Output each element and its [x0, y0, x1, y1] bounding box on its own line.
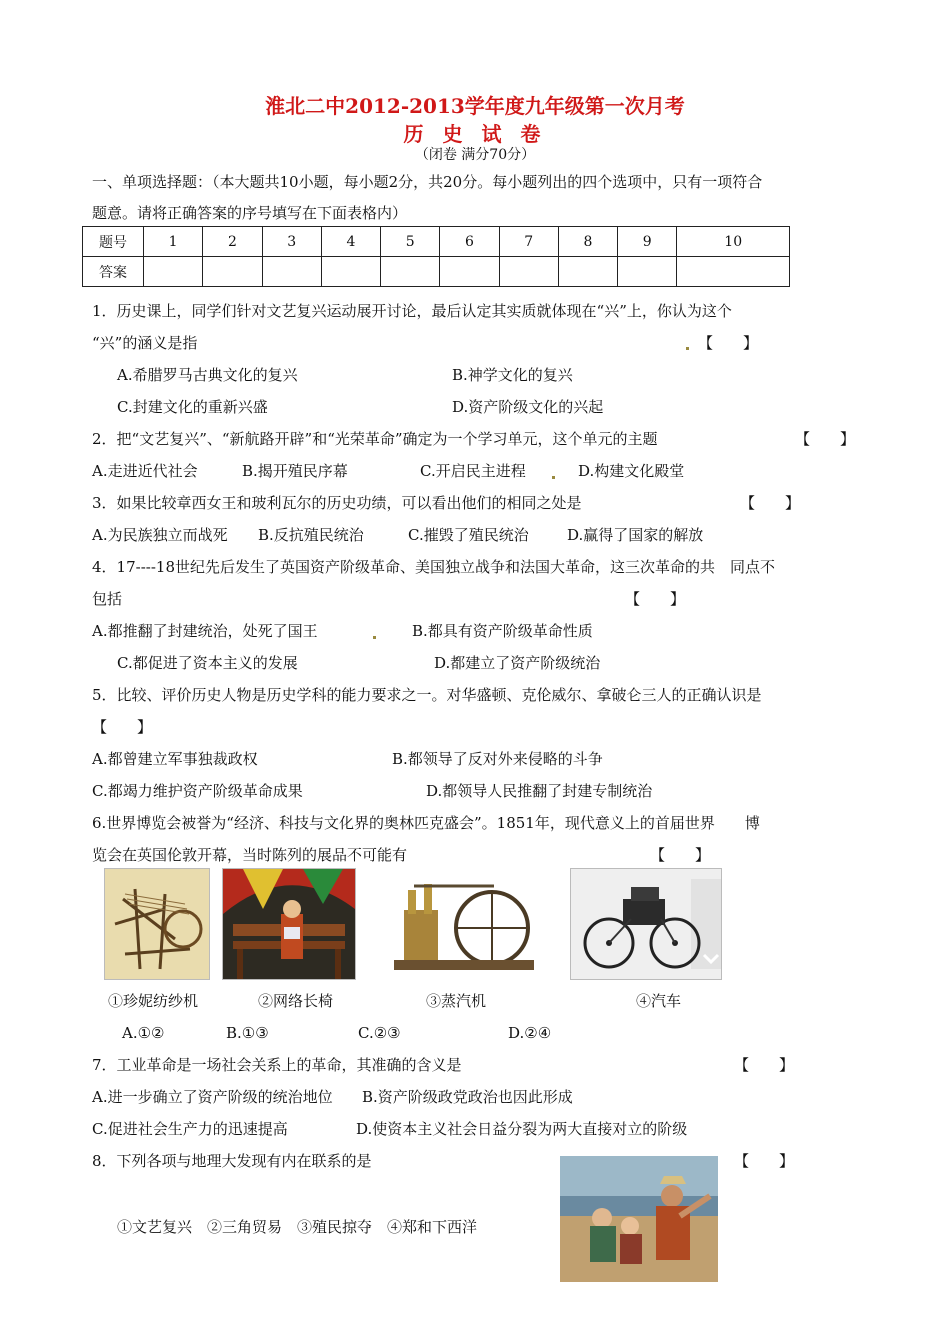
q3-option-b: B.反抗殖民统治 [258, 526, 364, 544]
q6-caption-4: ④汽车 [636, 992, 682, 1010]
q1-option-c: C.封建文化的重新兴盛 [117, 398, 268, 416]
q4-option-b: B.都具有资产阶级革命性质 [412, 622, 593, 640]
q4-stem-line2: 包括 [92, 590, 123, 608]
q8-bracket: 【 】 [734, 1152, 795, 1170]
exam-note: （闭卷 满分70分） [414, 147, 536, 163]
automobile-image [570, 868, 722, 980]
q6-caption-1: ①珍妮纺纱机 [108, 992, 199, 1010]
q6-stem-line1: 6.世界博览会被誉为“经济、科技与文化界的奥林匹克盛会”。1851年，现代意义上的首届世界 博 [92, 814, 760, 832]
answer-cell[interactable] [262, 257, 321, 287]
q4-bracket: 【 】 [625, 590, 686, 608]
q6-bracket: 【 】 [650, 846, 711, 864]
q5-option-d: D.都领导人民推翻了封建专制统治 [426, 782, 653, 800]
q7-option-a: A.进一步确立了资产阶级的统治地位 [92, 1088, 333, 1106]
q4-stem-line1: 4．17----18世纪先后发生了英国资产阶级革命、美国独立战争和法国大革命，这三次革命的共 同点不 [92, 558, 775, 576]
table-cell: 2 [203, 227, 262, 257]
q7-option-d: D.使资本主义社会日益分裂为两大直接对立的阶级 [356, 1120, 688, 1138]
q5-stem: 5．比较、评价历史人物是历史学科的能力要求之一。对华盛顿、克伦威尔、拿破仑三人的正确认识是 [92, 686, 762, 704]
row-label-answer: 答案 [83, 257, 144, 287]
exam-title: 淮北二中2012-2013学年度九年级第一次月考 [265, 94, 685, 118]
q1-stem-line2: “兴”的涵义是指 [92, 334, 198, 352]
table-cell: 5 [381, 227, 440, 257]
answer-cell[interactable] [381, 257, 440, 287]
table-row [83, 227, 790, 257]
q4-option-c: C.都促进了资本主义的发展 [117, 654, 298, 672]
q2-option-c: C.开启民主进程 [420, 462, 526, 480]
spinning-jenny-image [104, 868, 210, 980]
q7-bracket: 【 】 [734, 1056, 795, 1074]
q3-option-c: C.摧毁了殖民统治 [408, 526, 529, 544]
q4-option-d: D.都建立了资产阶级统治 [434, 654, 601, 672]
section-intro-line2: 题意。请将正确答案的序号填写在下面表格内） [92, 204, 408, 222]
table-cell: 4 [321, 227, 380, 257]
q6-option-b: B.①③ [226, 1024, 269, 1042]
q2-stem: 2．把“文艺复兴”、“新航路开辟”和“光荣革命”确定为一个学习单元，这个单元的主题 [92, 430, 658, 448]
q1-option-b: B.神学文化的复兴 [452, 366, 573, 384]
answer-cell[interactable] [677, 257, 790, 287]
q5-option-b: B.都领导了反对外来侵略的斗争 [392, 750, 603, 768]
answer-cell[interactable] [203, 257, 262, 287]
table-cell: 3 [262, 227, 321, 257]
q7-stem: 7．工业革命是一场社会关系上的革命，其准确的含义是 [92, 1056, 462, 1074]
steam-engine-image [384, 870, 544, 978]
q5-bracket: 【 】 [92, 718, 153, 736]
q3-stem: 3．如果比较章西女王和玻利瓦尔的历史功绩，可以看出他们的相同之处是 [92, 494, 582, 512]
row-label-number: 题号 [83, 227, 144, 257]
table-cell: 8 [558, 227, 617, 257]
table-cell: 6 [440, 227, 499, 257]
answer-cell[interactable] [558, 257, 617, 287]
answer-cell[interactable] [618, 257, 677, 287]
q6-option-d: D.②④ [508, 1024, 552, 1042]
q1-stem-line1: 1．历史课上，同学们针对文艺复兴运动展开讨论，最后认定其实质就体现在“兴”上，你认为这个 [92, 302, 732, 320]
q8-items: ①文艺复兴 ②三角贸易 ③殖民掠夺 ④郑和下西洋 [117, 1218, 478, 1236]
answer-cell[interactable] [440, 257, 499, 287]
table-cell: 10 [677, 227, 790, 257]
q8-stem: 8．下列各项与地理大发现有内在联系的是 [92, 1152, 372, 1170]
q3-option-a: A.为民族独立而战死 [92, 526, 228, 544]
q5-option-a: A.都曾建立军事独裁政权 [92, 750, 258, 768]
q6-option-a: A.①② [122, 1024, 165, 1042]
q7-option-c: C.促进社会生产力的迅速提高 [92, 1120, 288, 1138]
q2-bracket: 【 】 [795, 430, 856, 448]
q3-option-d: D.赢得了国家的解放 [567, 526, 704, 544]
table-cell: 7 [499, 227, 558, 257]
exam-subject: 历 史 试 卷 [403, 122, 547, 146]
q7-option-b: B.资产阶级政党政治也因此形成 [362, 1088, 573, 1106]
painting-image [560, 1156, 718, 1282]
answer-table [82, 226, 790, 287]
network-bench-image [222, 868, 356, 980]
q1-bracket: 【 】 [698, 334, 759, 352]
table-cell: 1 [144, 227, 203, 257]
answer-cell[interactable] [144, 257, 203, 287]
q2-option-d: D.构建文化殿堂 [578, 462, 685, 480]
q6-option-c: C.②③ [358, 1024, 401, 1042]
q1-option-a: A.希腊罗马古典文化的复兴 [117, 366, 298, 384]
q6-caption-3: ③蒸汽机 [426, 992, 487, 1010]
answer-cell[interactable] [321, 257, 380, 287]
q4-option-a: A.都推翻了封建统治，处死了国王 [92, 622, 318, 640]
table-cell: 9 [618, 227, 677, 257]
q2-option-b: B.揭开殖民序幕 [242, 462, 348, 480]
table-row [83, 257, 790, 287]
q1-option-d: D.资产阶级文化的兴起 [452, 398, 604, 416]
answer-cell[interactable] [499, 257, 558, 287]
q6-caption-2: ②网络长椅 [258, 992, 334, 1010]
q2-option-a: A.走进近代社会 [92, 462, 198, 480]
q6-stem-line2: 览会在英国伦敦开幕，当时陈列的展品不可能有 [92, 846, 408, 864]
q5-option-c: C.都竭力维护资产阶级革命成果 [92, 782, 303, 800]
q3-bracket: 【 】 [740, 494, 801, 512]
section-intro-line1: 一、单项选择题：（本大题共10小题，每小题2分，共20分。每小题列出的四个选项中，只有一项符合 [92, 173, 763, 191]
